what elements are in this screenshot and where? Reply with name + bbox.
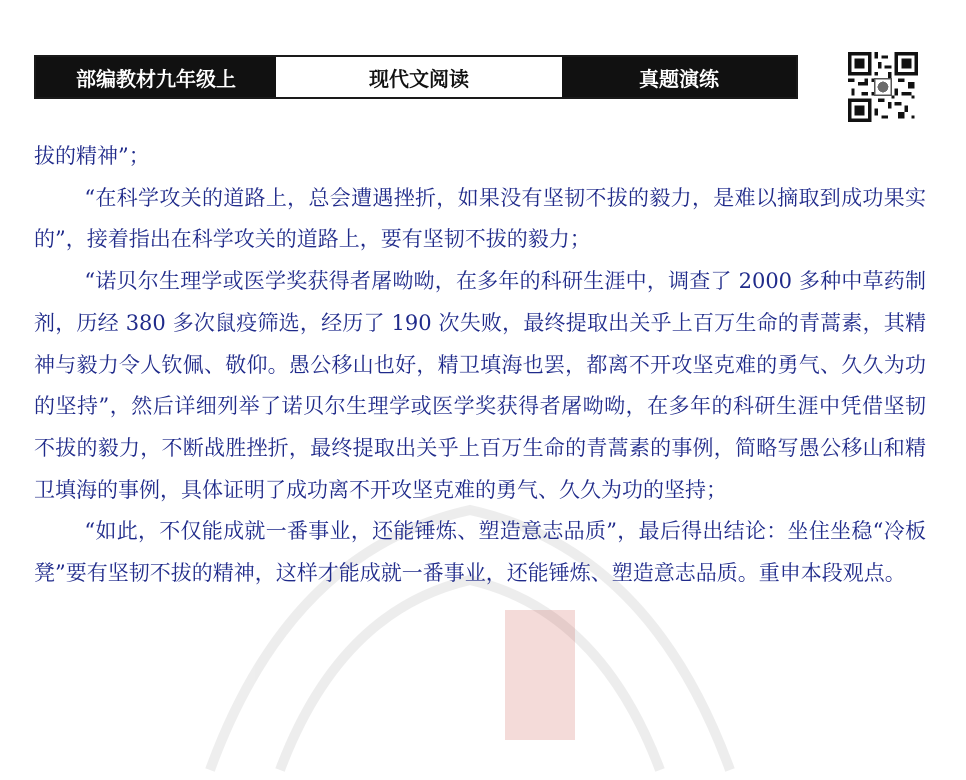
section-title: 现代文阅读 bbox=[276, 57, 562, 97]
exercise-label: 真题演练 bbox=[562, 57, 796, 97]
textbook-label: 部编教材九年级上 bbox=[36, 57, 276, 97]
paragraph-2: “在科学攻关的道路上，总会遭遇挫折，如果没有坚韧不拔的毅力，是难以摘取到成功果实的”，接着指出在科学攻关的道路上，要有坚韧不拔的毅力； bbox=[34, 185, 926, 252]
qr-code-icon[interactable] bbox=[848, 52, 918, 122]
article-body bbox=[34, 136, 926, 595]
paragraph-3: “诺贝尔生理学或医学奖获得者屠呦呦，在多年的科研生涯中，调查了 2000 多种中草药制剂，历经 380 多次鼠疫筛选，经历了 190 次失败，最终提取出关乎上百万生命的青蒿素，其精神与毅力令人钦佩、敬仰。愚公移山也好，精卫填海也罢，都离不开攻坚克难的勇气、久久为功的坚持”，然后详细列举了诺贝尔生理学或医学奖获得者屠呦呦，在多年的科研生涯中凭借坚韧不拔的毅力，不断战胜挫折，最终提取出关乎上百万生命的青蒿素的事例，简略写愚公移山和精卫填海的事例，具体证明了成功离不开攻坚克难的勇气、久久为功的坚持； bbox=[34, 269, 926, 502]
paragraph-1: 拔的精神”； bbox=[34, 144, 150, 168]
header-bar bbox=[34, 55, 798, 99]
paragraph-4: “如此，不仅能成就一番事业，还能锤炼、塑造意志品质”，最后得出结论：坐住坐稳“冷板凳”要有坚韧不拔的精神，这样才能成就一番事业，还能锤炼、塑造意志品质。重申本段观点。 bbox=[34, 519, 926, 586]
